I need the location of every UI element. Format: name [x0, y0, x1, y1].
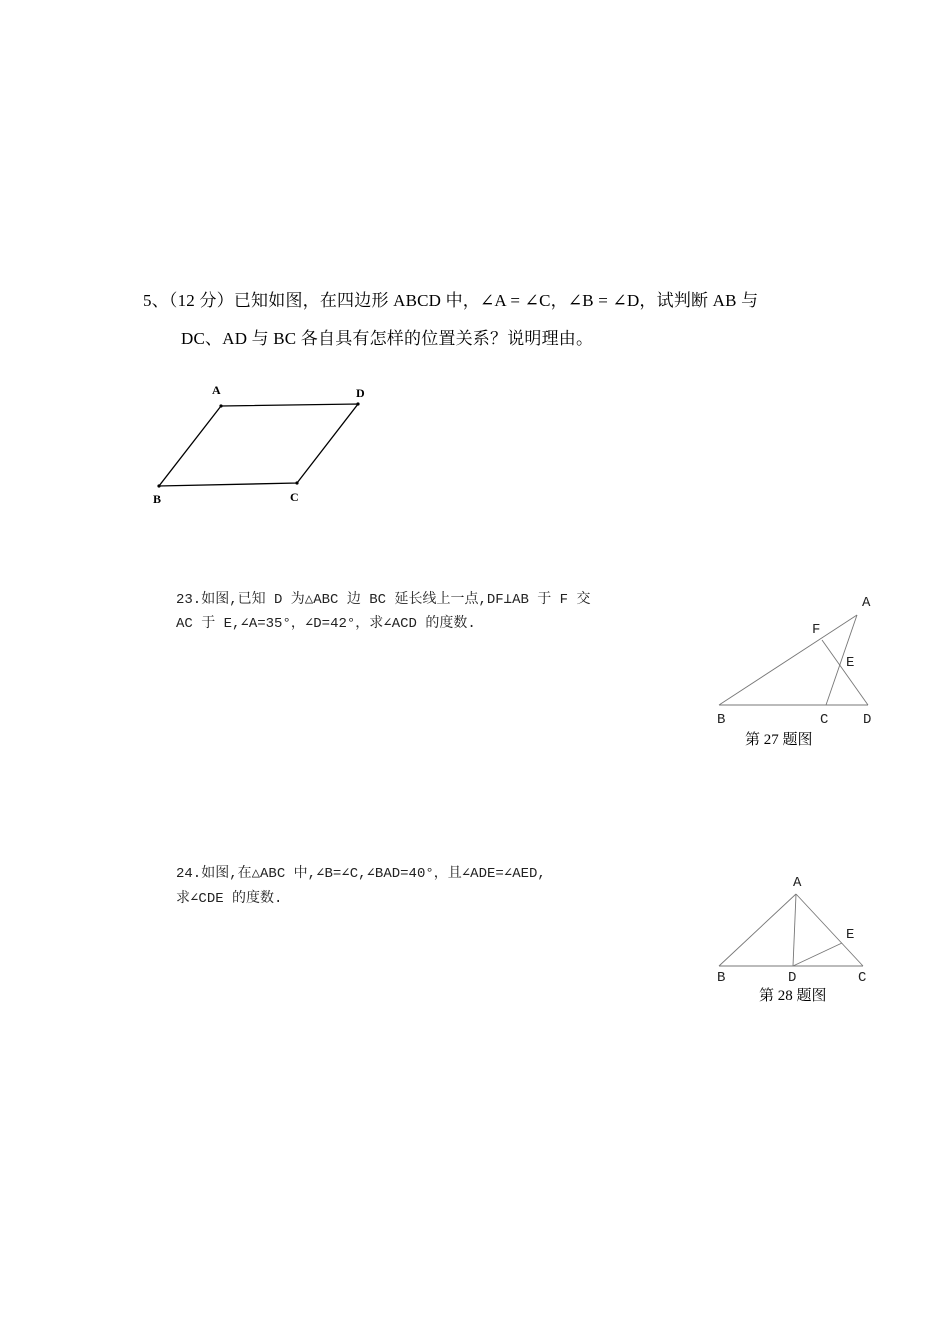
q24-label-c: C — [858, 970, 867, 986]
q24-text-line1: 24.如图,在△ABC 中,∠B=∠C,∠BAD=40°，且∠ADE=∠AED, — [176, 866, 546, 882]
q5-label-b: B — [153, 492, 162, 506]
q23-label-e: E — [846, 655, 855, 671]
q23-label-d: D — [863, 712, 872, 728]
q23-label-f: F — [812, 622, 821, 638]
q23-figure-caption: 第 27 题图 — [745, 732, 813, 748]
q5-text-line2: DC、AD 与 BC 各自具有怎样的位置关系？说明理由。 — [181, 329, 594, 348]
q5-label-a: A — [212, 383, 221, 397]
q23-text-line2: AC 于 E,∠A=35°，∠D=42°，求∠ACD 的度数. — [176, 616, 476, 632]
q5-label-c: C — [290, 490, 299, 504]
q24-label-b: B — [717, 970, 726, 986]
q24-label-e: E — [846, 927, 855, 943]
q23-label-c: C — [820, 712, 829, 728]
q24-segment-ab — [719, 894, 796, 966]
q24-label-a: A — [793, 875, 802, 891]
q5-text-line1: 5、（12 分）已知如图，在四边形 ABCD 中，∠A = ∠C，∠B = ∠D，试判断 AB 与 — [143, 291, 759, 310]
q23-label-a: A — [862, 595, 871, 611]
q24-text-line2: 求∠CDE 的度数. — [176, 891, 283, 907]
q24-label-d: D — [788, 970, 797, 986]
q5-label-d: D — [356, 386, 365, 400]
q23-label-b: B — [717, 712, 726, 728]
q24-segment-de — [793, 943, 842, 966]
q24-segment-ad — [793, 894, 796, 966]
q24-figure-caption: 第 28 题图 — [759, 988, 827, 1004]
q23-text-line1: 23.如图,已知 D 为△ABC 边 BC 延长线上一点,DF⊥AB 于 F 交 — [176, 592, 591, 608]
